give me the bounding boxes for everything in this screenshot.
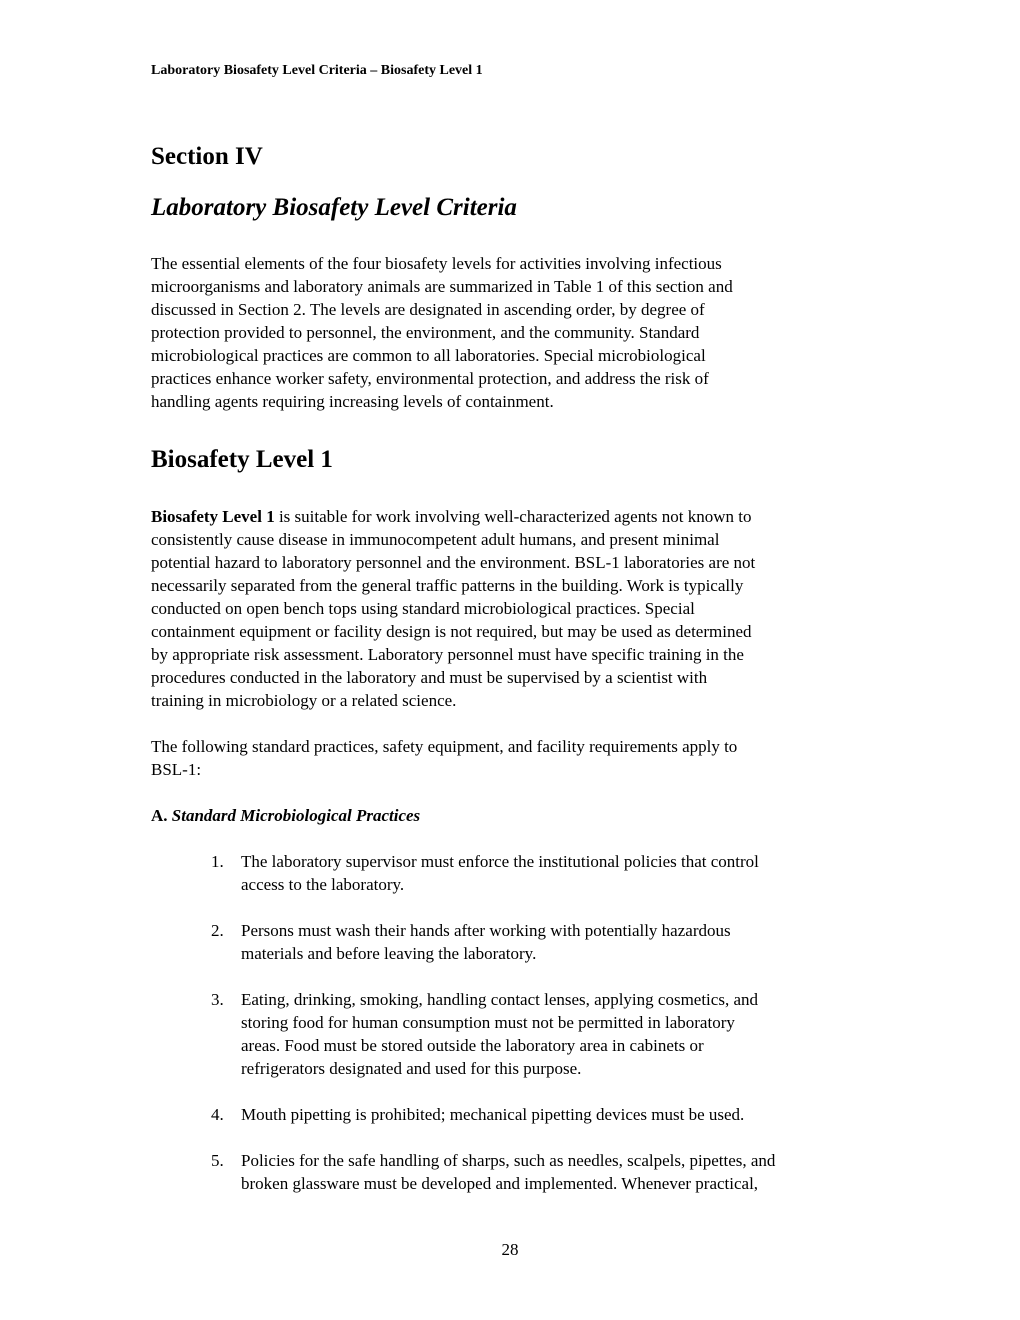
applies-paragraph <box>151 735 871 781</box>
intro-paragraph <box>151 252 871 413</box>
bsl1-description-line: by appropriate risk assessment. Laboratory personnel must have specific training in the <box>151 645 744 664</box>
practice-text <box>241 1103 744 1126</box>
subsection-heading <box>151 804 420 827</box>
practice-text <box>241 919 731 965</box>
bsl1-description-line: potential hazard to laboratory personnel and the environment. BSL-1 laboratories are not <box>151 553 756 572</box>
practice-line: Persons must wash their hands after working with potentially hazardous <box>241 921 731 940</box>
bsl1-description-line: conducted on open bench tops using standard microbiological practices. Special <box>151 599 695 618</box>
bsl1-description-line <box>151 505 871 528</box>
bsl1-description-line: training in microbiology or a related science. <box>151 691 457 710</box>
bsl1-description-line: containment equipment or facility design is not required, but may be used as determined <box>151 622 752 641</box>
intro-line: protection provided to personnel, the environment, and the community. Standard <box>151 323 700 342</box>
practice-line: Mouth pipetting is prohibited; mechanical pipetting devices must be used. <box>241 1105 745 1124</box>
practice-text <box>241 988 758 1080</box>
practice-number: 3. <box>211 990 224 1009</box>
bsl1-term: Biosafety Level 1 <box>151 507 275 526</box>
bsl1-description <box>151 505 871 712</box>
intro-line: microbiological practices are common to all laboratories. Special microbiological <box>151 346 706 365</box>
practice-number: 1. <box>211 852 224 871</box>
intro-line: handling agents requiring increasing levels of containment. <box>151 392 554 411</box>
practice-text <box>241 1149 775 1195</box>
practice-line: The laboratory supervisor must enforce the institutional policies that control <box>241 852 759 871</box>
bsl1-description-text: is suitable for work involving well-characterized agents not known to <box>274 507 752 526</box>
page-number: 28 <box>501 1240 519 1259</box>
practice-line: storing food for human consumption must not be permitted in laboratory <box>241 1013 735 1032</box>
bsl1-description-line: necessarily separated from the general traffic patterns in the building. Work is typically <box>151 576 744 595</box>
practice-line: Eating, drinking, smoking, handling contact lenses, applying cosmetics, and <box>241 990 758 1009</box>
bsl1-heading: Biosafety Level 1 <box>151 446 333 473</box>
intro-line: The essential elements of the four biosafety levels for activities involving infectious <box>151 254 722 273</box>
practice-line: Policies for the safe handling of sharps, such as needles, scalpels, pipettes, and <box>241 1151 776 1170</box>
practice-text <box>241 850 759 896</box>
applies-line: BSL-1: <box>151 760 202 779</box>
section-subtitle: Laboratory Biosafety Level Criteria <box>151 194 517 221</box>
running-header: Laboratory Biosafety Level Criteria – Biosafety Level 1 <box>151 63 483 78</box>
bsl1-description-line: consistently cause disease in immunocompetent adult humans, and present minimal <box>151 530 720 549</box>
practice-line: refrigerators designated and used for this purpose. <box>241 1059 582 1078</box>
practice-line: broken glassware must be developed and implemented. Whenever practical, <box>241 1174 759 1193</box>
intro-line: practices enhance worker safety, environmental protection, and address the risk of <box>151 369 709 388</box>
practice-line: access to the laboratory. <box>241 875 405 894</box>
intro-line: discussed in Section 2. The levels are designated in ascending order, by degree of <box>151 300 705 319</box>
practice-line: areas. Food must be stored outside the laboratory area in cabinets or <box>241 1036 704 1055</box>
section-title: Section IV <box>151 143 263 170</box>
subsection-letter: A. <box>151 806 168 825</box>
bsl1-description-line: procedures conducted in the laboratory and must be supervised by a scientist with <box>151 668 708 687</box>
practice-line: materials and before leaving the laboratory. <box>241 944 537 963</box>
practice-number: 2. <box>211 921 224 940</box>
applies-line: The following standard practices, safety equipment, and facility requirements apply to <box>151 737 738 756</box>
practice-number: 4. <box>211 1105 224 1124</box>
intro-line: microorganisms and laboratory animals are summarized in Table 1 of this section and <box>151 277 733 296</box>
subsection-title: Standard Microbiological Practices <box>171 806 421 825</box>
practice-number: 5. <box>211 1151 224 1170</box>
